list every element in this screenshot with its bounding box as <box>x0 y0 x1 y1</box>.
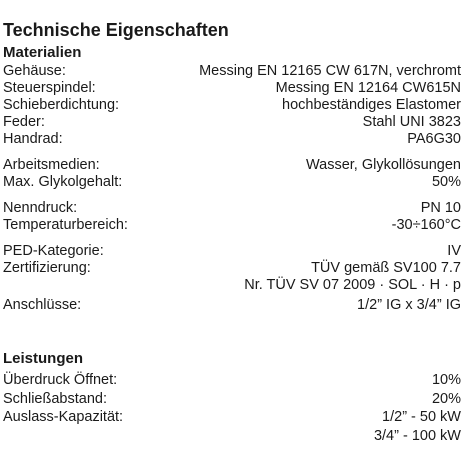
spec-label: Arbeitsmedien: <box>3 157 100 173</box>
spec-label: Auslass-Kapazität: <box>3 409 124 425</box>
spec-value: Stahl UNI 3823 <box>362 114 461 130</box>
page-title: Technische Eigenschaften <box>3 20 229 40</box>
spec-label: Überdruck Öffnet: <box>3 372 118 388</box>
spec-value: Messing EN 12164 CW615N <box>275 80 461 96</box>
spec-row-auslass-kapazitaet <box>3 408 461 426</box>
spec-value: hochbeständiges Elastomer <box>282 97 461 113</box>
spec-row-glykolgehalt <box>3 173 461 191</box>
spec-row-steuerspindel <box>3 79 461 97</box>
spec-value: 3/4” - 100 kW <box>373 428 461 444</box>
spec-value: Nr. TÜV SV 07 2009 · SOL · H · p <box>244 277 461 293</box>
spec-value: -30÷160°C <box>391 217 461 233</box>
spec-value: 20% <box>431 391 461 407</box>
spec-value: 50% <box>431 174 461 190</box>
spec-label: Schieberdichtung: <box>3 97 120 113</box>
spec-label: Feder: <box>3 114 45 130</box>
spec-value: 10% <box>431 372 461 388</box>
section-heading-materialien: Materialien <box>3 44 82 61</box>
spec-value: PN 10 <box>420 200 461 216</box>
spec-value: IV <box>447 243 461 259</box>
spec-row-handrad <box>3 130 461 148</box>
spec-row-ped-kategorie <box>3 242 461 260</box>
spec-label: Gehäuse: <box>3 63 66 79</box>
spec-value: PA6G30 <box>407 131 461 147</box>
spec-label: Steuerspindel: <box>3 80 96 96</box>
spec-value: 1/2” - 50 kW <box>382 409 461 425</box>
spec-label: PED-Kategorie: <box>3 243 104 259</box>
spec-row-auslass-kapazitaet-2 <box>3 427 461 445</box>
spec-label: Zertifizierung: <box>3 260 91 276</box>
section-heading-leistungen: Leistungen <box>3 350 84 367</box>
spec-row-feder <box>3 113 461 131</box>
spec-value: Messing EN 12165 CW 617N, verchromt <box>199 63 461 79</box>
spec-value: 1/2” IG x 3/4” IG <box>357 297 461 313</box>
spec-label: Handrad: <box>3 131 63 147</box>
spec-label: Anschlüsse: <box>3 297 82 313</box>
spec-row-nenndruck <box>3 199 461 217</box>
spec-label: Temperaturbereich: <box>3 217 128 233</box>
spec-row-zertifizierung <box>3 259 461 277</box>
spec-row-zertifizierung-nr <box>3 276 461 294</box>
spec-label: Schließabstand: <box>3 391 107 407</box>
spec-row-schieberdichtung <box>3 96 461 114</box>
spec-value: TÜV gemäß SV100 7.7 <box>311 260 461 276</box>
spec-row-anschluesse <box>3 296 461 314</box>
spec-row-ueberdruck <box>3 371 461 389</box>
spec-row-arbeitsmedien <box>3 156 461 174</box>
spec-label: Nenndruck: <box>3 200 78 216</box>
spec-label: Max. Glykolgehalt: <box>3 174 123 190</box>
spec-row-temperaturbereich <box>3 216 461 234</box>
spec-row-gehaeuse <box>3 62 461 80</box>
spec-value: Wasser, Glykollösungen <box>305 157 461 173</box>
spec-row-schliessabstand <box>3 390 461 408</box>
